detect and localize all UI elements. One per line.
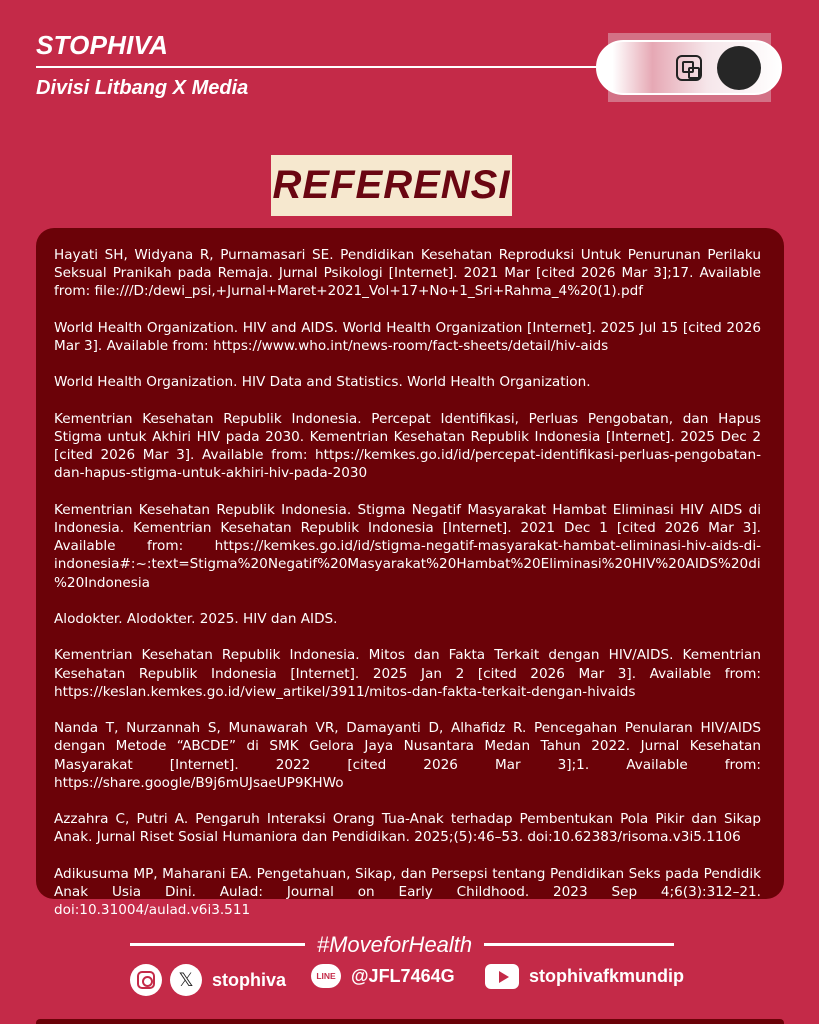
reference-item: Azzahra C, Putri A. Pengaruh Interaksi Orang Tua-Anak terhadap Pembentukan Pola Pikir dan Sikap Anak. Jurnal Riset Sosial Humaniora dan Pendidikan. 2025;(5):46–53. doi:10.62383/risoma.v3i5.1106	[54, 811, 761, 846]
section-title: REFERENSI	[272, 163, 511, 207]
reference-item: Kementrian Kesehatan Republik Indonesia. Stigma Negatif Masyarakat Hambat Eliminasi HIV AIDS di Indonesia. Kementrian Kesehatan Republik Indonesia [Internet]. 2021 Dec 1 [cited 2026 Mar 3]. Available from: https://kemkes.go.id/id/stigma-negatif-masyarakat-hambat-eliminasi-hiv-aids-di-indonesia#:~:text=Stigma%20Negatif%20Masyarakat%20Hambat%20Eliminasi%20HIV%20AIDS%20di%20Indonesia	[54, 501, 761, 591]
brand-title: STOPHIVA	[36, 30, 169, 60]
line-icon[interactable]: LINE	[311, 964, 341, 988]
x-icon[interactable]: 𝕏	[170, 964, 202, 996]
reference-item: Kementrian Kesehatan Republik Indonesia. Percepat Identifikasi, Perluas Pengobatan, dan Hapus Stigma untuk Akhiri HIV pada 2030. Kementrian Kesehatan Republik Indonesia [Internet]. 2025 Dec 2 [cited 2026 Mar 3]. Available from: https://kemkes.go.id/id/percepat-identifikasi-perluas-pengobatan-dan-hapus-stigma-untuk-akhiri-hiv-pada-2030	[54, 410, 761, 482]
social-youtube[interactable]	[485, 964, 684, 989]
instagram-x-handle[interactable]: stophiva	[212, 969, 287, 990]
reference-item: Alodokter. Alodokter. 2025. HIV dan AIDS.	[54, 610, 338, 627]
qr-icon	[676, 55, 702, 81]
brand-subtitle: Divisi Litbang X Media	[36, 77, 249, 99]
social-instagram-x[interactable]	[130, 964, 286, 996]
youtube-icon[interactable]	[485, 964, 519, 989]
instagram-icon[interactable]	[130, 964, 162, 996]
reference-item: Hayati SH, Widyana R, Purnamasari SE. Pendidikan Kesehatan Reproduksi Untuk Penurunan Perilaku Seksual Pranikah pada Remaja. Jurnal Psikologi [Internet]. 2021 Mar [cited 2026 Mar 3];17. Available from: file:///D:/dewi_psi,+Jurnal+Maret+2021_Vol+17+No+1_Sri+Rahma_4%20(1).pdf	[54, 247, 761, 300]
social-line[interactable]	[311, 964, 455, 988]
reference-item: Adikusuma MP, Maharani EA. Pengetahuan, Sikap, dan Persepsi tentang Pendidikan Seks pada Pendidik Anak Usia Dini. Aulad: Journal on Early Childhood. 2023 Sep 4;6(3):312–21. doi:10.31004/aulad.v6i3.511	[54, 865, 761, 919]
reference-item: Kementrian Kesehatan Republik Indonesia. Mitos dan Fakta Terkait dengan HIV/AIDS. Kementrian Kesehatan Republik Indonesia [Internet]. 2025 Jan 2 [cited 2026 Mar 3]. Available from: https://keslan.kemkes.go.id/view_artikel/3911/mitos-dan-fakta-terkait-dengan-hivaids	[54, 647, 761, 700]
bottom-bar	[36, 1019, 784, 1024]
youtube-handle[interactable]: stophivafkmundip	[529, 966, 685, 986]
reference-item: World Health Organization. HIV and AIDS. World Health Organization [Internet]. 2025 Jul 15 [cited 2026 Mar 3]. Available from: https://www.who.int/news-room/fact-sheets/detail/hiv-aids	[54, 319, 761, 354]
reference-item: World Health Organization. HIV Data and Statistics. World Health Organization.	[54, 374, 591, 391]
line-id[interactable]: @JFL7464G	[351, 965, 455, 986]
footer-divider-left	[130, 943, 305, 946]
footer-divider-right	[484, 943, 674, 946]
header-divider	[36, 66, 604, 68]
section-title-box	[271, 155, 512, 216]
references-panel	[36, 228, 784, 919]
hashtag: #MoveforHealth	[316, 932, 473, 957]
toggle-knob[interactable]	[717, 46, 761, 90]
reference-item: Nanda T, Nurzannah S, Munawarah VR, Damayanti D, Alhafidz R. Pencegahan Penularan HIV/AIDS dengan Metode “ABCDE” di SMK Gelora Jaya Nusantara Medan Tahun 2022. Jurnal Kesehatan Masyarakat [Internet]. 2022 [cited 2026 Mar 3];1. Available from: https://share.google/B9j6mUJsaeUP9KHWo	[54, 720, 761, 791]
